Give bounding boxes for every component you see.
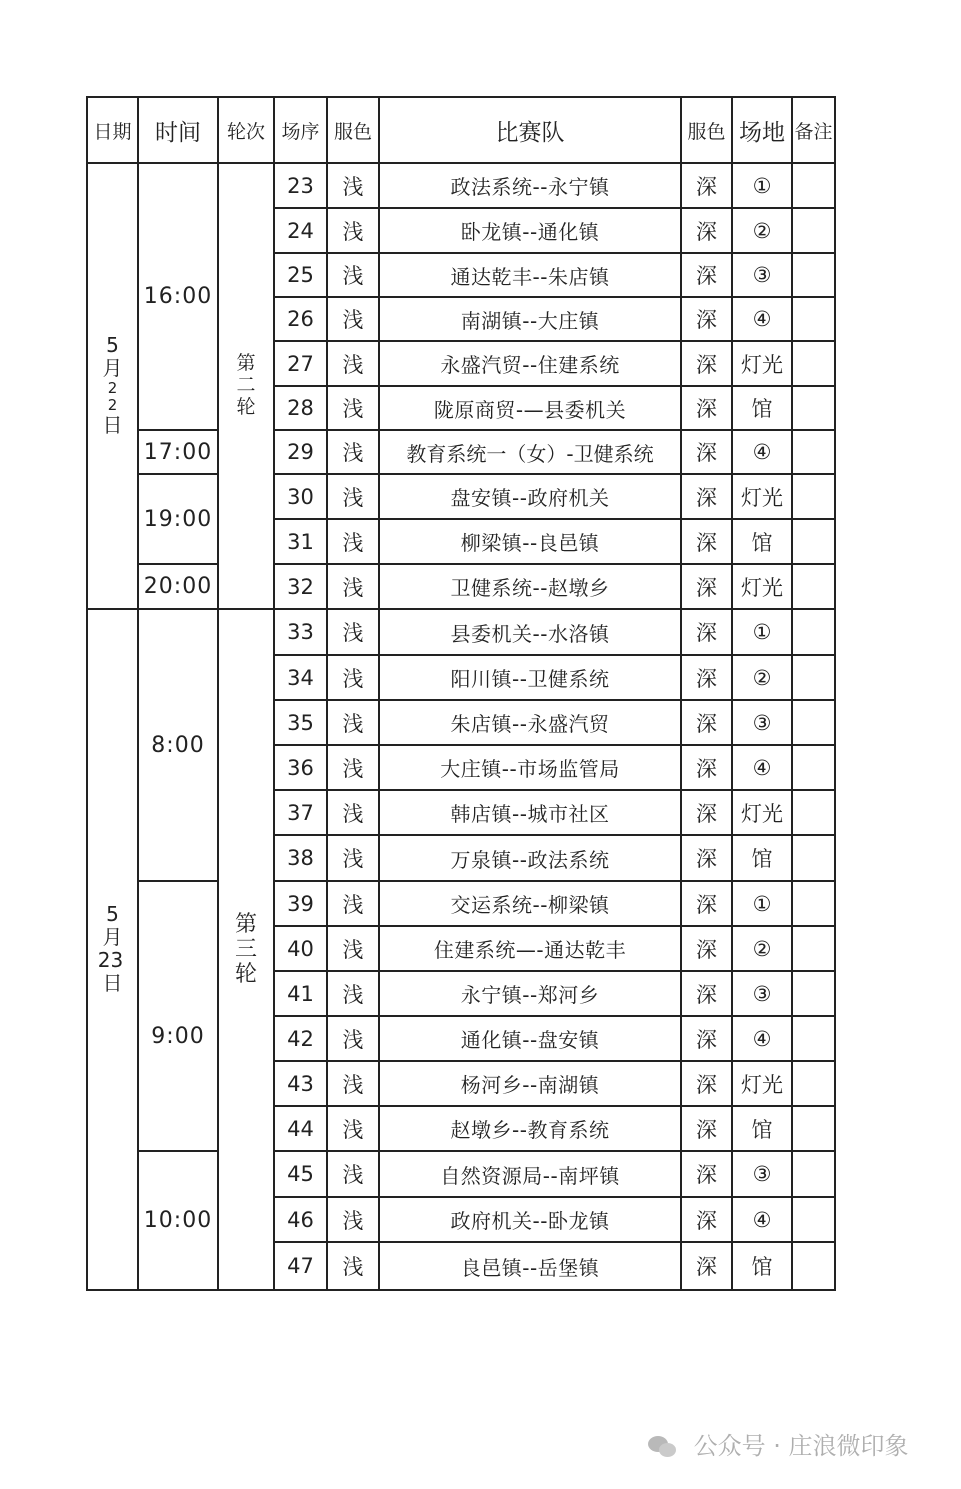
away-color: 深 <box>681 881 732 926</box>
teams: 陇原商贸-—县委机关 <box>379 386 681 430</box>
match-no: 26 <box>274 297 327 341</box>
teams: 韩店镇--城市社区 <box>379 790 681 835</box>
venue: ③ <box>732 700 792 745</box>
teams: 大庄镇--市场监管局 <box>379 745 681 790</box>
venue: 灯光 <box>732 341 792 386</box>
remarks <box>792 297 835 341</box>
remarks <box>792 208 835 253</box>
table-row <box>87 609 835 655</box>
header-match-no: 场序 <box>274 97 327 163</box>
match-no: 25 <box>274 253 327 297</box>
away-color: 深 <box>681 655 732 700</box>
match-no: 32 <box>274 564 327 609</box>
remarks <box>792 609 835 655</box>
time-slot: 19:00 <box>138 474 218 564</box>
match-no: 33 <box>274 609 327 655</box>
teams: 永宁镇--郑河乡 <box>379 971 681 1016</box>
header-date: 日期 <box>87 97 138 163</box>
home-color: 浅 <box>327 519 379 564</box>
table-row <box>87 474 835 519</box>
venue: ① <box>732 881 792 926</box>
time-slot: 16:00 <box>138 163 218 430</box>
remarks <box>792 971 835 1016</box>
home-color: 浅 <box>327 1106 379 1151</box>
away-color: 深 <box>681 971 732 1016</box>
teams: 政法系统--永宁镇 <box>379 163 681 208</box>
remarks <box>792 253 835 297</box>
match-no: 23 <box>274 163 327 208</box>
remarks <box>792 163 835 208</box>
teams: 杨河乡--南湖镇 <box>379 1061 681 1106</box>
remarks <box>792 835 835 881</box>
away-color: 深 <box>681 297 732 341</box>
away-color: 深 <box>681 835 732 881</box>
home-color: 浅 <box>327 609 379 655</box>
teams: 盘安镇--政府机关 <box>379 474 681 519</box>
table-row <box>87 163 835 208</box>
match-no: 43 <box>274 1061 327 1106</box>
venue: ③ <box>732 971 792 1016</box>
match-no: 47 <box>274 1242 327 1290</box>
watermark-text: 公众号 · 庄浪微印象 <box>693 1432 909 1460</box>
away-color: 深 <box>681 700 732 745</box>
time-slot: 20:00 <box>138 564 218 609</box>
watermark <box>648 1426 909 1461</box>
header-color-away: 服色 <box>681 97 732 163</box>
match-no: 41 <box>274 971 327 1016</box>
away-color: 深 <box>681 253 732 297</box>
remarks <box>792 745 835 790</box>
remarks <box>792 341 835 386</box>
table-row <box>87 430 835 474</box>
teams: 教育系统一（女）-卫健系统 <box>379 430 681 474</box>
remarks <box>792 564 835 609</box>
home-color: 浅 <box>327 926 379 971</box>
venue: 灯光 <box>732 1061 792 1106</box>
remarks <box>792 655 835 700</box>
away-color: 深 <box>681 341 732 386</box>
venue: ② <box>732 655 792 700</box>
match-no: 29 <box>274 430 327 474</box>
match-no: 40 <box>274 926 327 971</box>
remarks <box>792 1061 835 1106</box>
away-color: 深 <box>681 564 732 609</box>
home-color: 浅 <box>327 790 379 835</box>
home-color: 浅 <box>327 745 379 790</box>
away-color: 深 <box>681 609 732 655</box>
remarks <box>792 790 835 835</box>
time-slot: 9:00 <box>138 881 218 1151</box>
home-color: 浅 <box>327 1016 379 1061</box>
away-color: 深 <box>681 1106 732 1151</box>
venue: ④ <box>732 1016 792 1061</box>
home-color: 浅 <box>327 341 379 386</box>
venue: ② <box>732 926 792 971</box>
header-venue: 场地 <box>732 97 792 163</box>
home-color: 浅 <box>327 700 379 745</box>
teams: 卫健系统--赵墩乡 <box>379 564 681 609</box>
table-row <box>87 1151 835 1197</box>
away-color: 深 <box>681 1016 732 1061</box>
teams: 自然资源局--南坪镇 <box>379 1151 681 1197</box>
venue: 灯光 <box>732 790 792 835</box>
home-color: 浅 <box>327 163 379 208</box>
venue: 馆 <box>732 1106 792 1151</box>
match-no: 30 <box>274 474 327 519</box>
home-color: 浅 <box>327 386 379 430</box>
teams: 赵墩乡--教育系统 <box>379 1106 681 1151</box>
venue: ④ <box>732 1197 792 1242</box>
teams: 良邑镇--岳堡镇 <box>379 1242 681 1290</box>
home-color: 浅 <box>327 208 379 253</box>
match-no: 35 <box>274 700 327 745</box>
round-cell-2: 第 二 轮 <box>218 163 274 609</box>
header-teams: 比赛队 <box>379 97 681 163</box>
venue: 馆 <box>732 835 792 881</box>
home-color: 浅 <box>327 474 379 519</box>
venue: 馆 <box>732 386 792 430</box>
away-color: 深 <box>681 208 732 253</box>
home-color: 浅 <box>327 1197 379 1242</box>
home-color: 浅 <box>327 971 379 1016</box>
match-no: 44 <box>274 1106 327 1151</box>
venue: 灯光 <box>732 564 792 609</box>
teams: 柳梁镇--良邑镇 <box>379 519 681 564</box>
home-color: 浅 <box>327 1151 379 1197</box>
teams: 政府机关--卧龙镇 <box>379 1197 681 1242</box>
away-color: 深 <box>681 163 732 208</box>
teams: 南湖镇--大庄镇 <box>379 297 681 341</box>
venue: ④ <box>732 745 792 790</box>
home-color: 浅 <box>327 253 379 297</box>
header-round: 轮次 <box>218 97 274 163</box>
match-no: 39 <box>274 881 327 926</box>
match-no: 38 <box>274 835 327 881</box>
teams: 通化镇--盘安镇 <box>379 1016 681 1061</box>
home-color: 浅 <box>327 430 379 474</box>
remarks <box>792 881 835 926</box>
venue: ① <box>732 609 792 655</box>
away-color: 深 <box>681 745 732 790</box>
venue: 馆 <box>732 1242 792 1290</box>
venue: ③ <box>732 253 792 297</box>
venue: ④ <box>732 297 792 341</box>
venue: ③ <box>732 1151 792 1197</box>
away-color: 深 <box>681 1197 732 1242</box>
header-remarks: 备注 <box>792 97 835 163</box>
venue: 灯光 <box>732 474 792 519</box>
away-color: 深 <box>681 519 732 564</box>
teams: 阳川镇--卫健系统 <box>379 655 681 700</box>
home-color: 浅 <box>327 1061 379 1106</box>
schedule-sheet <box>86 96 836 1291</box>
match-schedule-table <box>86 96 836 1291</box>
venue: ④ <box>732 430 792 474</box>
home-color: 浅 <box>327 881 379 926</box>
header-row <box>87 97 835 163</box>
away-color: 深 <box>681 1151 732 1197</box>
remarks <box>792 926 835 971</box>
match-no: 36 <box>274 745 327 790</box>
wechat-icon <box>648 1436 678 1458</box>
remarks <box>792 1242 835 1290</box>
remarks <box>792 1016 835 1061</box>
header-time: 时间 <box>138 97 218 163</box>
remarks <box>792 386 835 430</box>
away-color: 深 <box>681 1242 732 1290</box>
table-row <box>87 881 835 926</box>
header-color-home: 服色 <box>327 97 379 163</box>
away-color: 深 <box>681 474 732 519</box>
away-color: 深 <box>681 386 732 430</box>
date-cell-may-22: 5 月 2 2 日 <box>87 163 138 609</box>
home-color: 浅 <box>327 1242 379 1290</box>
time-slot: 10:00 <box>138 1151 218 1290</box>
home-color: 浅 <box>327 297 379 341</box>
round-cell-3: 第 三 轮 <box>218 609 274 1290</box>
home-color: 浅 <box>327 655 379 700</box>
home-color: 浅 <box>327 835 379 881</box>
match-no: 24 <box>274 208 327 253</box>
away-color: 深 <box>681 1061 732 1106</box>
teams: 交运系统--柳梁镇 <box>379 881 681 926</box>
remarks <box>792 519 835 564</box>
match-no: 27 <box>274 341 327 386</box>
remarks <box>792 430 835 474</box>
match-no: 42 <box>274 1016 327 1061</box>
date-cell-may-23: 5 月 23 日 <box>87 609 138 1290</box>
home-color: 浅 <box>327 564 379 609</box>
away-color: 深 <box>681 430 732 474</box>
remarks <box>792 1151 835 1197</box>
match-no: 31 <box>274 519 327 564</box>
teams: 永盛汽贸--住建系统 <box>379 341 681 386</box>
teams: 万泉镇--政法系统 <box>379 835 681 881</box>
teams: 卧龙镇--通化镇 <box>379 208 681 253</box>
away-color: 深 <box>681 926 732 971</box>
match-no: 45 <box>274 1151 327 1197</box>
teams: 住建系统—-通达乾丰 <box>379 926 681 971</box>
teams: 县委机关--水洛镇 <box>379 609 681 655</box>
remarks <box>792 1197 835 1242</box>
remarks <box>792 700 835 745</box>
match-no: 46 <box>274 1197 327 1242</box>
venue: ② <box>732 208 792 253</box>
venue: 馆 <box>732 519 792 564</box>
match-no: 37 <box>274 790 327 835</box>
teams: 通达乾丰--朱店镇 <box>379 253 681 297</box>
time-slot: 8:00 <box>138 609 218 881</box>
match-no: 34 <box>274 655 327 700</box>
remarks <box>792 474 835 519</box>
away-color: 深 <box>681 790 732 835</box>
teams: 朱店镇--永盛汽贸 <box>379 700 681 745</box>
match-no: 28 <box>274 386 327 430</box>
time-slot: 17:00 <box>138 430 218 474</box>
remarks <box>792 1106 835 1151</box>
venue: ① <box>732 163 792 208</box>
table-row <box>87 564 835 609</box>
